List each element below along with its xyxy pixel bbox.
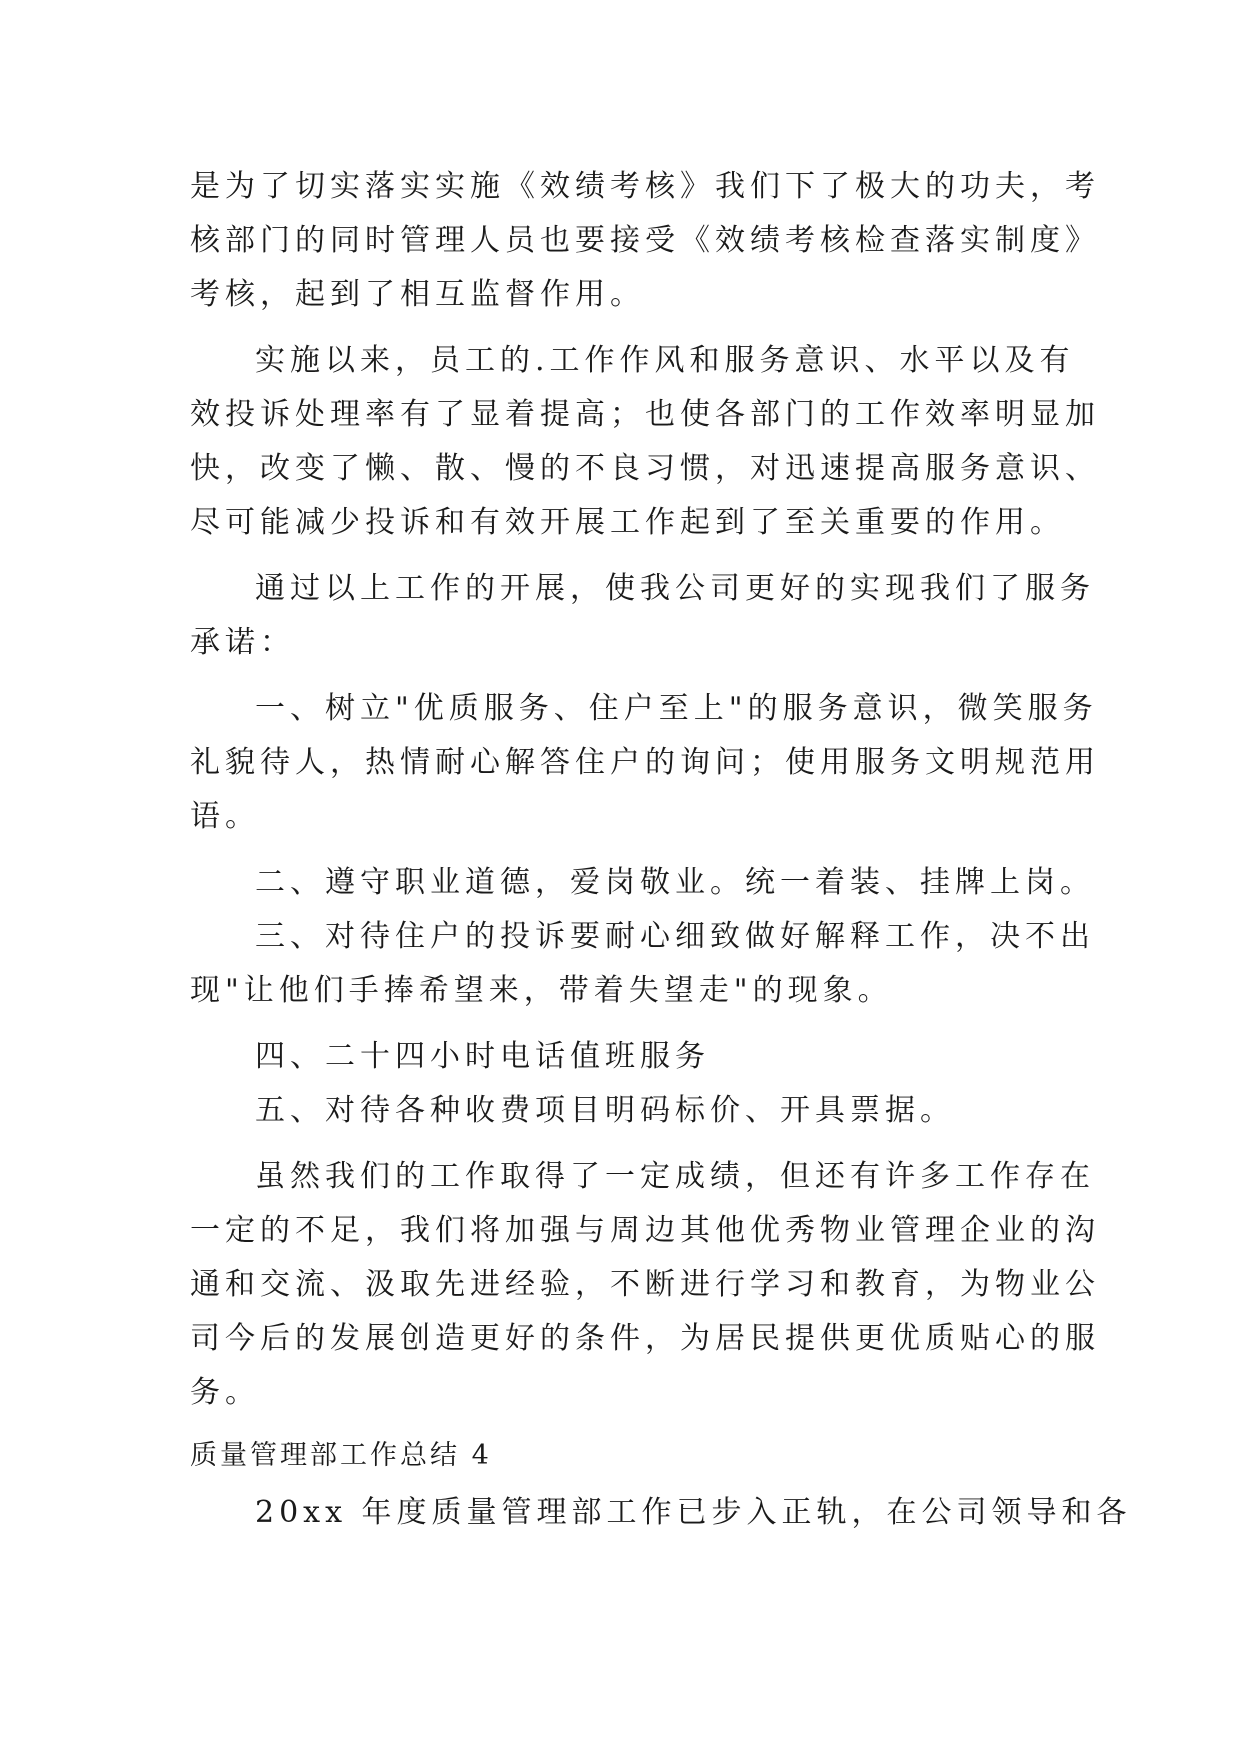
paragraph-line: 虽然我们的工作取得了一定成绩，但还有许多工作存在	[255, 1159, 1095, 1194]
paragraph-line: 20xx 年度质量管理部工作已步入正轨，在公司领导和各	[255, 1495, 1132, 1530]
paragraph-line: 是为了切实落实实施《效绩考核》我们下了极大的功夫，考	[190, 169, 1100, 204]
paragraph-line: 司今后的发展创造更好的条件，为居民提供更优质贴心的服	[190, 1321, 1100, 1356]
list-item-line: 五、对待各种收费项目明码标价、开具票据。	[255, 1093, 955, 1128]
paragraph-line: 尽可能减少投诉和有效开展工作起到了至关重要的作用。	[190, 505, 1065, 540]
paragraph-line: 承诺：	[190, 625, 295, 660]
paragraph-line: 效投诉处理率有了显着提高；也使各部门的工作效率明显加	[190, 397, 1100, 432]
paragraph-line: 通和交流、汲取先进经验，不断进行学习和教育，为物业公	[190, 1267, 1100, 1302]
paragraph-line: 考核，起到了相互监督作用。	[190, 277, 645, 312]
list-item-line: 三、对待住户的投诉要耐心细致做好解释工作，决不出	[255, 919, 1095, 954]
list-item-line: 二、遵守职业道德，爱岗敬业。统一着装、挂牌上岗。	[255, 865, 1095, 900]
paragraph-line: 实施以来，员工的.工作作风和服务意识、水平以及有	[255, 343, 1075, 378]
list-item-line: 礼貌待人，热情耐心解答住户的询问；使用服务文明规范用	[190, 745, 1100, 780]
list-item-line: 现"让他们手捧希望来，带着失望走"的现象。	[190, 973, 893, 1008]
list-item-line: 语。	[190, 799, 260, 834]
paragraph-line: 一定的不足，我们将加强与周边其他优秀物业管理企业的沟	[190, 1213, 1100, 1248]
paragraph-line: 核部门的同时管理人员也要接受《效绩考核检查落实制度》	[190, 223, 1100, 258]
paragraph-line: 快，改变了懒、散、慢的不良习惯，对迅速提高服务意识、	[190, 451, 1100, 486]
list-item-line: 一、树立"优质服务、住户至上"的服务意识，微笑服务	[255, 691, 1098, 726]
paragraph-line: 通过以上工作的开展，使我公司更好的实现我们了服务	[255, 571, 1095, 606]
section-heading: 质量管理部工作总结 4	[190, 1440, 492, 1471]
list-item-line: 四、二十四小时电话值班服务	[255, 1039, 710, 1074]
paragraph-line: 务。	[190, 1375, 260, 1410]
